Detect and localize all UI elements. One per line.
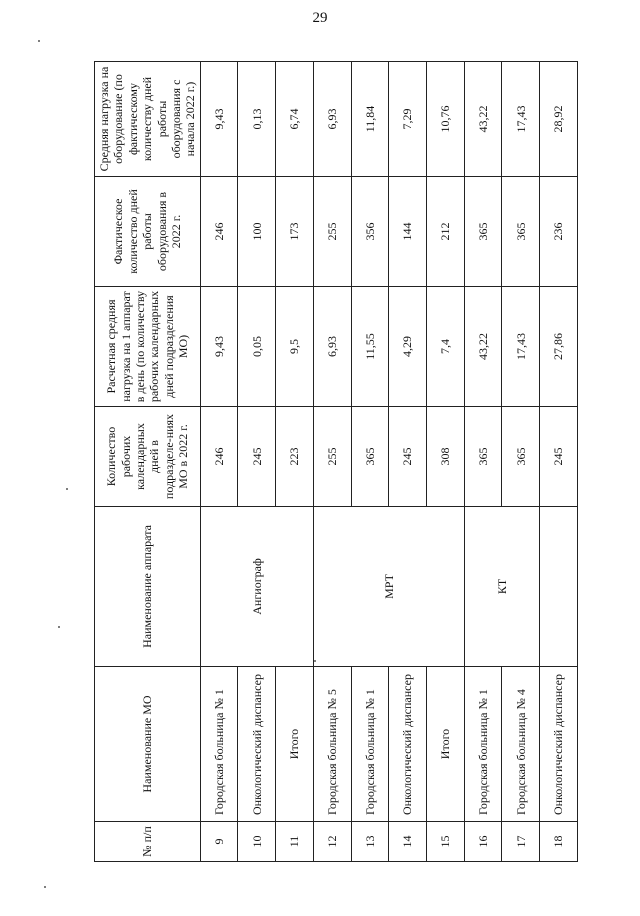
header-avg-load: Средняя нагрузка на оборудование (по фактическому количеству дней работы оборудования с начала 2022 г.) <box>95 62 201 177</box>
row-avg-load: 11,84 <box>351 62 389 177</box>
row-num: 11 <box>276 822 314 862</box>
row-mo: Городская больница № 1 <box>200 667 238 822</box>
row-num: 13 <box>351 822 389 862</box>
row-actual-days: 356 <box>351 177 389 287</box>
row-mo: Городская больница № 1 <box>464 667 502 822</box>
header-calc-load: Расчетная средняя нагрузка на 1 аппарат в день (по количеству рабочих календарных дней подразделения МО) <box>95 287 201 407</box>
row-work-days: 246 <box>200 407 238 507</box>
row-calc-load: 6,93 <box>313 287 351 407</box>
header-num: № п/п <box>95 822 201 862</box>
row-mo: Итого <box>427 667 465 822</box>
row-actual-days: 246 <box>200 177 238 287</box>
table-row <box>276 62 314 862</box>
row-num: 14 <box>389 822 427 862</box>
scan-speck <box>38 40 40 42</box>
row-work-days: 245 <box>389 407 427 507</box>
row-work-days: 245 <box>238 407 276 507</box>
row-num: 17 <box>502 822 540 862</box>
row-calc-load: 9,5 <box>276 287 314 407</box>
row-avg-load: 7,29 <box>389 62 427 177</box>
scan-speck <box>314 660 316 662</box>
row-actual-days: 365 <box>464 177 502 287</box>
row-actual-days: 173 <box>276 177 314 287</box>
row-num: 15 <box>427 822 465 862</box>
row-calc-load: 0,05 <box>238 287 276 407</box>
table-row <box>351 62 389 862</box>
row-actual-days: 212 <box>427 177 465 287</box>
header-row <box>95 62 201 862</box>
device-empty <box>540 507 578 667</box>
row-calc-load: 43,22 <box>464 287 502 407</box>
row-calc-load: 9,43 <box>200 287 238 407</box>
row-mo: Онкологический диспансер <box>389 667 427 822</box>
row-mo: Онкологический диспансер <box>238 667 276 822</box>
table-row <box>313 62 351 862</box>
equipment-load-table <box>94 61 578 862</box>
row-num: 16 <box>464 822 502 862</box>
table-row <box>427 62 465 862</box>
row-work-days: 223 <box>276 407 314 507</box>
header-device: Наименование аппарата <box>95 507 201 667</box>
device-angio: Ангиограф <box>200 507 313 667</box>
row-avg-load: 6,74 <box>276 62 314 177</box>
device-mrt: МРТ <box>313 507 464 667</box>
row-work-days: 365 <box>351 407 389 507</box>
table-row <box>389 62 427 862</box>
row-avg-load: 43,22 <box>464 62 502 177</box>
scan-speck <box>66 488 68 490</box>
row-actual-days: 365 <box>502 177 540 287</box>
row-num: 12 <box>313 822 351 862</box>
row-actual-days: 255 <box>313 177 351 287</box>
row-num: 9 <box>200 822 238 862</box>
header-work-days: Количество рабочих календарных дней в подразделе-ниях МО в 2022 г. <box>95 407 201 507</box>
row-calc-load: 11,55 <box>351 287 389 407</box>
table-row <box>502 62 540 862</box>
row-work-days: 255 <box>313 407 351 507</box>
header-actual-days: Фактическое количество дней работы оборудования в 2022 г. <box>95 177 201 287</box>
row-mo: Онкологический диспансер <box>540 667 578 822</box>
row-mo: Городская больница № 5 <box>313 667 351 822</box>
row-avg-load: 6,93 <box>313 62 351 177</box>
rotated-table-container <box>94 62 578 862</box>
table-row <box>200 62 238 862</box>
row-calc-load: 4,29 <box>389 287 427 407</box>
row-mo: Городская больница № 4 <box>502 667 540 822</box>
row-calc-load: 7,4 <box>427 287 465 407</box>
row-actual-days: 100 <box>238 177 276 287</box>
header-mo: Наименование МО <box>95 667 201 822</box>
row-calc-load: 27,86 <box>540 287 578 407</box>
scan-speck <box>58 626 60 628</box>
table-row <box>238 62 276 862</box>
row-work-days: 365 <box>464 407 502 507</box>
row-mo: Итого <box>276 667 314 822</box>
row-work-days: 308 <box>427 407 465 507</box>
table-row <box>464 62 502 862</box>
scan-speck <box>44 886 46 888</box>
page-number: 29 <box>312 10 328 26</box>
row-num: 18 <box>540 822 578 862</box>
row-actual-days: 144 <box>389 177 427 287</box>
row-mo: Городская больница № 1 <box>351 667 389 822</box>
row-avg-load: 10,76 <box>427 62 465 177</box>
row-work-days: 365 <box>502 407 540 507</box>
row-avg-load: 0,13 <box>238 62 276 177</box>
row-num: 10 <box>238 822 276 862</box>
row-work-days: 245 <box>540 407 578 507</box>
row-actual-days: 236 <box>540 177 578 287</box>
row-calc-load: 17,43 <box>502 287 540 407</box>
row-avg-load: 28,92 <box>540 62 578 177</box>
device-kt: КТ <box>464 507 539 667</box>
table-row <box>540 62 578 862</box>
row-avg-load: 17,43 <box>502 62 540 177</box>
row-avg-load: 9,43 <box>200 62 238 177</box>
